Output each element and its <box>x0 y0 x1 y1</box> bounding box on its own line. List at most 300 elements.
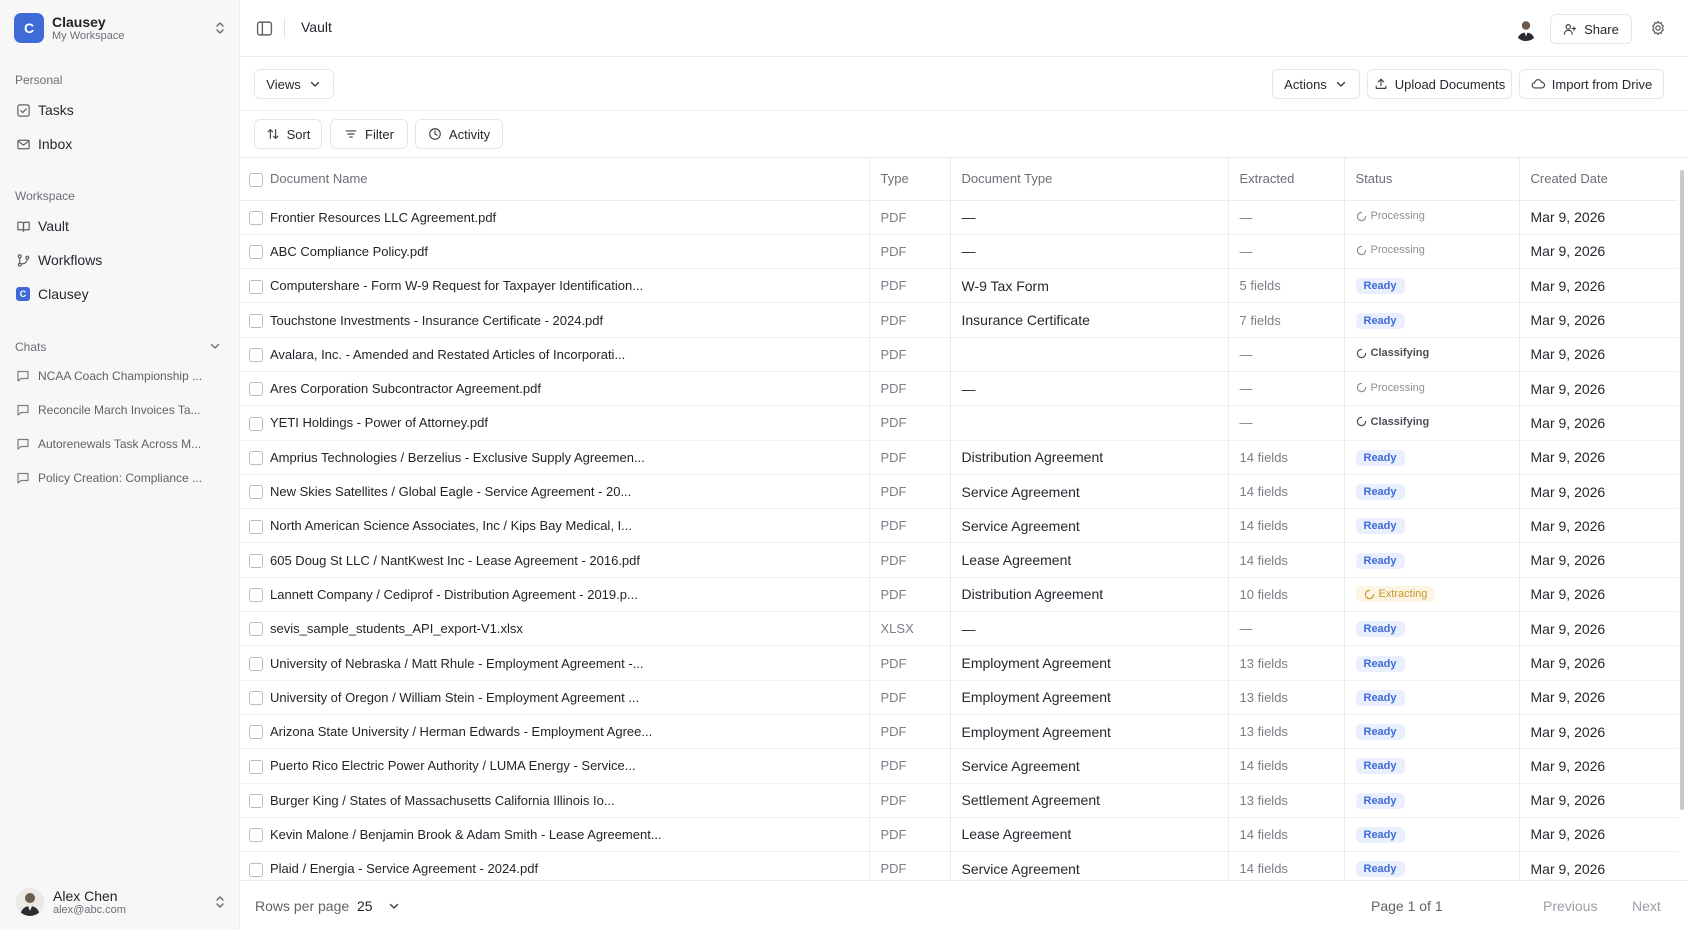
extracted-cell: 5 fields <box>1228 269 1344 303</box>
spinner-icon <box>1356 211 1367 222</box>
status-label: Classifying <box>1370 347 1430 360</box>
file-type-cell: PDF <box>869 577 950 611</box>
file-type-cell: PDF <box>869 817 950 851</box>
created-date-cell: Mar 9, 2026 <box>1519 440 1678 474</box>
chat-item[interactable] <box>10 396 228 424</box>
import-from-drive-button[interactable] <box>1519 69 1664 99</box>
file-type-cell: PDF <box>869 509 950 543</box>
status-cell <box>1344 337 1519 371</box>
document-type-cell: Settlement Agreement <box>950 783 1228 817</box>
document-type-cell: Distribution Agreement <box>950 440 1228 474</box>
row-select-cell <box>240 303 266 337</box>
filter-button[interactable] <box>330 119 408 149</box>
table-row[interactable] <box>240 612 1678 646</box>
status-label: Ready <box>1363 554 1397 567</box>
status-label: Ready <box>1363 691 1397 704</box>
status-cell <box>1344 714 1519 748</box>
row-select-cell <box>240 817 266 851</box>
rows-per-page-value: 25 <box>357 898 373 914</box>
spinner-icon <box>1356 416 1367 427</box>
document-name-cell[interactable]: Computershare - Form W-9 Request for Taxpayer Identification... <box>266 269 869 303</box>
table-row[interactable] <box>240 852 1678 880</box>
row-select-cell <box>240 783 266 817</box>
created-date-cell: Mar 9, 2026 <box>1519 406 1678 440</box>
status-cell <box>1344 303 1519 337</box>
status-badge-ready <box>1356 450 1405 466</box>
created-date-cell: Mar 9, 2026 <box>1519 680 1678 714</box>
share-button[interactable] <box>1550 14 1632 44</box>
workspace-section-label: Workspace <box>15 189 75 203</box>
status-badge-ready <box>1356 621 1405 637</box>
document-name-cell[interactable]: Lannett Company / Cediprof - Distribution Agreement - 2019.p... <box>266 577 869 611</box>
upload-documents-button[interactable] <box>1367 69 1512 99</box>
chat-item[interactable] <box>10 430 228 458</box>
page-info: Page 1 of 1 <box>1371 898 1443 914</box>
status-cell <box>1344 680 1519 714</box>
sort-button[interactable] <box>254 119 322 149</box>
status-cell <box>1344 817 1519 851</box>
status-cell <box>1344 474 1519 508</box>
table-row[interactable] <box>240 749 1678 783</box>
file-type-cell: PDF <box>869 337 950 371</box>
message-icon <box>16 403 30 417</box>
views-label: Views <box>266 76 301 92</box>
extracted-cell: — <box>1228 234 1344 268</box>
sidebar-item-label: Tasks <box>38 102 74 118</box>
file-type-cell: PDF <box>869 680 950 714</box>
rows-per-page-select[interactable] <box>347 891 405 921</box>
file-type-cell: PDF <box>869 852 950 880</box>
document-name-cell[interactable]: 605 Doug St LLC / NantKwest Inc - Lease Agreement - 2016.pdf <box>266 543 869 577</box>
document-type-cell <box>950 406 1228 440</box>
checkbox-icon <box>16 103 31 118</box>
status-label: Ready <box>1363 280 1397 293</box>
file-type-cell: PDF <box>869 269 950 303</box>
status-badge-ready <box>1356 484 1405 500</box>
document-name-cell[interactable]: University of Nebraska / Matt Rhule - Employment Agreement -... <box>266 646 869 680</box>
file-type-cell: PDF <box>869 543 950 577</box>
table-row[interactable] <box>240 234 1678 268</box>
status-badge-ready <box>1356 758 1405 774</box>
file-type-cell: PDF <box>869 474 950 508</box>
created-date-cell: Mar 9, 2026 <box>1519 234 1678 268</box>
created-date-cell: Mar 9, 2026 <box>1519 303 1678 337</box>
gear-icon[interactable] <box>1650 20 1666 36</box>
chevron-down-icon <box>1334 77 1348 91</box>
status-badge-ready <box>1356 827 1405 843</box>
chat-title: Autorenewals Task Across M... <box>38 437 202 451</box>
extracted-cell: — <box>1228 200 1344 234</box>
column-header-created-date[interactable]: Created Date <box>1519 158 1678 200</box>
chevron-down-icon <box>387 899 401 913</box>
avatar[interactable] <box>1514 17 1538 41</box>
upload-icon <box>1374 77 1388 91</box>
column-header-document-name[interactable]: Document Name <box>266 158 869 200</box>
created-date-cell: Mar 9, 2026 <box>1519 371 1678 405</box>
divider <box>284 18 285 38</box>
status-badge-processing <box>1356 244 1425 256</box>
sidebar-toggle-icon[interactable] <box>256 20 273 37</box>
table-row[interactable] <box>240 440 1678 474</box>
row-checkbox[interactable] <box>249 314 263 328</box>
status-badge-processing <box>1356 382 1425 394</box>
row-select-cell <box>240 234 266 268</box>
spinner-icon <box>1356 348 1367 359</box>
extracted-cell: 14 fields <box>1228 749 1344 783</box>
row-checkbox[interactable] <box>249 485 263 499</box>
documents-table-container <box>240 157 1688 880</box>
upload-label: Upload Documents <box>1394 76 1506 92</box>
status-cell <box>1344 371 1519 405</box>
status-label: Ready <box>1363 520 1397 533</box>
share-label: Share <box>1584 21 1619 37</box>
views-button[interactable] <box>254 69 334 99</box>
sidebar-item-label: Vault <box>38 218 69 234</box>
filter-label: Filter <box>365 126 394 142</box>
table-row[interactable] <box>240 474 1678 508</box>
status-badge-ready <box>1356 724 1405 740</box>
row-checkbox[interactable] <box>249 828 263 842</box>
document-type-cell: — <box>950 200 1228 234</box>
file-type-cell: PDF <box>869 714 950 748</box>
row-checkbox[interactable] <box>249 520 263 534</box>
row-checkbox[interactable] <box>249 863 263 877</box>
extracted-cell: 7 fields <box>1228 303 1344 337</box>
mail-icon <box>16 137 31 152</box>
chevron-down-icon <box>308 77 322 91</box>
user-name: Alex Chen <box>53 887 118 904</box>
status-badge-ready <box>1356 861 1405 877</box>
table-body <box>240 200 1678 880</box>
document-name-cell[interactable]: ABC Compliance Policy.pdf <box>266 234 869 268</box>
sidebar-item-label: Clausey <box>38 286 89 302</box>
document-type-cell: W-9 Tax Form <box>950 269 1228 303</box>
status-badge-ready <box>1356 793 1405 809</box>
document-name-cell[interactable]: Kevin Malone / Benjamin Brook & Adam Smith - Lease Agreement... <box>266 817 869 851</box>
status-badge-ready <box>1356 690 1405 706</box>
row-checkbox[interactable] <box>249 211 263 225</box>
select-all-checkbox[interactable] <box>249 173 263 187</box>
row-select-cell <box>240 680 266 714</box>
document-type-cell <box>950 337 1228 371</box>
table-row[interactable] <box>240 817 1678 851</box>
document-type-cell: Employment Agreement <box>950 646 1228 680</box>
row-checkbox[interactable] <box>249 588 263 602</box>
document-type-cell: — <box>950 234 1228 268</box>
extracted-cell: — <box>1228 406 1344 440</box>
status-label: Extracting <box>1378 588 1428 601</box>
row-checkbox[interactable] <box>249 657 263 671</box>
document-type-cell: Service Agreement <box>950 474 1228 508</box>
row-checkbox[interactable] <box>249 794 263 808</box>
status-cell <box>1344 749 1519 783</box>
document-type-cell: — <box>950 612 1228 646</box>
status-label: Ready <box>1363 828 1397 841</box>
extracted-cell: 14 fields <box>1228 440 1344 474</box>
row-select-cell <box>240 509 266 543</box>
row-checkbox[interactable] <box>249 691 263 705</box>
created-date-cell: Mar 9, 2026 <box>1519 852 1678 880</box>
document-name-cell[interactable]: Avalara, Inc. - Amended and Restated Articles of Incorporati... <box>266 337 869 371</box>
created-date-cell: Mar 9, 2026 <box>1519 714 1678 748</box>
document-type-cell: Insurance Certificate <box>950 303 1228 337</box>
document-name-cell[interactable]: Amprius Technologies / Berzelius - Exclusive Supply Agreemen... <box>266 440 869 474</box>
extracted-cell: 13 fields <box>1228 714 1344 748</box>
row-checkbox[interactable] <box>249 382 263 396</box>
table-row[interactable] <box>240 714 1678 748</box>
next-page-button[interactable]: Next <box>1632 898 1661 914</box>
status-label: Ready <box>1363 760 1397 773</box>
document-name-cell[interactable]: sevis_sample_students_API_export-V1.xlsx <box>266 612 869 646</box>
file-type-cell: PDF <box>869 440 950 474</box>
row-select-cell <box>240 612 266 646</box>
personal-section-label: Personal <box>15 73 63 87</box>
table-scrollbar[interactable] <box>1678 160 1686 880</box>
status-badge-classifying <box>1356 416 1430 428</box>
main-content <box>240 0 1688 930</box>
document-type-cell: Employment Agreement <box>950 680 1228 714</box>
document-name-cell[interactable]: University of Oregon / William Stein - Employment Agreement ... <box>266 680 869 714</box>
created-date-cell: Mar 9, 2026 <box>1519 269 1678 303</box>
row-checkbox[interactable] <box>249 760 263 774</box>
extracted-cell: 14 fields <box>1228 852 1344 880</box>
workspace-switcher[interactable] <box>14 12 228 44</box>
document-name-cell[interactable]: North American Science Associates, Inc / Kips Bay Medical, I... <box>266 509 869 543</box>
status-cell <box>1344 269 1519 303</box>
status-badge-processing <box>1356 210 1425 222</box>
document-name-cell[interactable]: Burger King / States of Massachusetts California Illinois Io... <box>266 783 869 817</box>
created-date-cell: Mar 9, 2026 <box>1519 612 1678 646</box>
status-cell <box>1344 543 1519 577</box>
table-row[interactable] <box>240 577 1678 611</box>
user-menu[interactable] <box>16 886 228 918</box>
spinner-icon <box>1356 245 1367 256</box>
actions-button[interactable] <box>1272 69 1360 99</box>
document-name-cell[interactable]: Touchstone Investments - Insurance Certificate - 2024.pdf <box>266 303 869 337</box>
top-bar <box>240 0 1688 57</box>
document-name-cell[interactable]: New Skies Satellites / Global Eagle - Service Agreement - 20... <box>266 474 869 508</box>
table-row[interactable] <box>240 680 1678 714</box>
status-label: Processing <box>1370 244 1425 257</box>
status-label: Ready <box>1363 451 1397 464</box>
extracted-cell: 14 fields <box>1228 509 1344 543</box>
document-type-cell: Service Agreement <box>950 509 1228 543</box>
table-row[interactable] <box>240 406 1678 440</box>
row-checkbox[interactable] <box>249 725 263 739</box>
sidebar-item-clausey[interactable] <box>10 280 228 308</box>
file-type-cell: PDF <box>869 646 950 680</box>
created-date-cell: Mar 9, 2026 <box>1519 474 1678 508</box>
status-label: Ready <box>1363 657 1397 670</box>
chat-item[interactable] <box>10 464 228 492</box>
book-icon <box>16 219 31 234</box>
sidebar-item-inbox[interactable] <box>10 130 228 158</box>
user-text <box>53 888 212 917</box>
column-header-extracted[interactable]: Extracted <box>1228 158 1344 200</box>
spinner-icon <box>1356 382 1367 393</box>
document-type-cell: Service Agreement <box>950 749 1228 783</box>
extracted-cell: — <box>1228 612 1344 646</box>
documents-table <box>240 158 1678 880</box>
table-row[interactable] <box>240 543 1678 577</box>
created-date-cell: Mar 9, 2026 <box>1519 817 1678 851</box>
extracted-cell: 14 fields <box>1228 543 1344 577</box>
table-row[interactable] <box>240 337 1678 371</box>
table-row[interactable] <box>240 303 1678 337</box>
extracted-cell: 13 fields <box>1228 783 1344 817</box>
spinner-icon <box>1364 589 1375 600</box>
row-checkbox[interactable] <box>249 280 263 294</box>
status-cell <box>1344 440 1519 474</box>
document-name-cell[interactable]: Ares Corporation Subcontractor Agreement.pdf <box>266 371 869 405</box>
file-type-cell: PDF <box>869 749 950 783</box>
sort-arrows-icon <box>266 127 280 141</box>
message-icon <box>16 471 30 485</box>
sidebar-item-label: Workflows <box>38 252 103 268</box>
previous-page-button[interactable]: Previous <box>1543 898 1598 914</box>
status-badge-ready <box>1356 656 1405 672</box>
row-checkbox[interactable] <box>249 554 263 568</box>
clausey-logo-icon: C <box>16 287 30 301</box>
rows-per-page-label: Rows per page <box>255 898 350 914</box>
file-type-cell: PDF <box>869 303 950 337</box>
created-date-cell: Mar 9, 2026 <box>1519 200 1678 234</box>
table-row[interactable] <box>240 269 1678 303</box>
chat-title: NCAA Coach Championship ... <box>38 369 203 383</box>
select-all-cell <box>240 158 266 200</box>
status-label: Classifying <box>1370 415 1430 428</box>
chat-item[interactable] <box>10 362 228 390</box>
row-select-cell <box>240 440 266 474</box>
chevron-down-icon[interactable] <box>208 339 222 353</box>
extracted-cell: 14 fields <box>1228 474 1344 508</box>
sidebar-item-vault[interactable] <box>10 212 228 240</box>
user-email: alex@abc.com <box>53 903 126 916</box>
row-checkbox[interactable] <box>249 417 263 431</box>
column-header-status[interactable]: Status <box>1344 158 1519 200</box>
file-type-cell: PDF <box>869 406 950 440</box>
table-row[interactable] <box>240 371 1678 405</box>
created-date-cell: Mar 9, 2026 <box>1519 749 1678 783</box>
file-type-cell: XLSX <box>869 612 950 646</box>
message-icon <box>16 437 30 451</box>
created-date-cell: Mar 9, 2026 <box>1519 509 1678 543</box>
row-select-cell <box>240 474 266 508</box>
table-row[interactable] <box>240 646 1678 680</box>
table-row[interactable] <box>240 509 1678 543</box>
sort-label: Sort <box>286 126 311 142</box>
workspace-subtitle: My Workspace <box>52 29 125 42</box>
status-badge-extracting <box>1356 586 1436 602</box>
row-select-cell <box>240 646 266 680</box>
row-select-cell <box>240 371 266 405</box>
extracted-cell: — <box>1228 371 1344 405</box>
sidebar-item-tasks[interactable] <box>10 96 228 124</box>
row-select-cell <box>240 406 266 440</box>
status-cell <box>1344 612 1519 646</box>
column-header-document-type[interactable]: Document Type <box>950 158 1228 200</box>
status-badge-ready <box>1356 278 1405 294</box>
workflow-icon <box>16 253 31 268</box>
row-checkbox[interactable] <box>249 348 263 362</box>
status-cell <box>1344 646 1519 680</box>
row-select-cell <box>240 269 266 303</box>
extracted-cell: 13 fields <box>1228 646 1344 680</box>
document-name-cell[interactable]: YETI Holdings - Power of Attorney.pdf <box>266 406 869 440</box>
row-checkbox[interactable] <box>249 622 263 636</box>
file-type-cell: PDF <box>869 200 950 234</box>
document-name-cell[interactable]: Frontier Resources LLC Agreement.pdf <box>266 200 869 234</box>
document-type-cell: Lease Agreement <box>950 543 1228 577</box>
sidebar <box>0 0 240 930</box>
status-badge-ready <box>1356 553 1405 569</box>
sidebar-item-label: Inbox <box>38 136 73 152</box>
row-select-cell <box>240 337 266 371</box>
status-badge-ready <box>1356 518 1405 534</box>
status-badge-classifying <box>1356 347 1430 359</box>
clock-icon <box>428 127 442 141</box>
document-type-cell: — <box>950 371 1228 405</box>
table-header-row <box>240 158 1678 200</box>
status-label: Processing <box>1370 381 1425 394</box>
pagination-footer <box>240 880 1688 930</box>
document-type-cell: Employment Agreement <box>950 714 1228 748</box>
activity-button[interactable] <box>415 119 503 149</box>
chat-title: Policy Creation: Compliance ... <box>38 471 203 485</box>
created-date-cell: Mar 9, 2026 <box>1519 337 1678 371</box>
person-avatar-icon <box>1514 17 1538 41</box>
status-cell <box>1344 783 1519 817</box>
status-cell <box>1344 577 1519 611</box>
row-select-cell <box>240 749 266 783</box>
message-icon <box>16 369 30 383</box>
status-label: Processing <box>1370 210 1425 223</box>
workspace-name: Clausey <box>52 13 106 30</box>
row-select-cell <box>240 200 266 234</box>
extracted-cell: 14 fields <box>1228 817 1344 851</box>
actions-label: Actions <box>1284 76 1327 92</box>
row-checkbox[interactable] <box>249 451 263 465</box>
extracted-cell: 10 fields <box>1228 577 1344 611</box>
filter-lines-icon <box>344 127 358 141</box>
status-cell <box>1344 852 1519 880</box>
share-user-icon <box>1563 22 1577 36</box>
avatar <box>16 888 44 916</box>
status-label: Ready <box>1363 794 1397 807</box>
document-name-cell[interactable]: Puerto Rico Electric Power Authority / LUMA Energy - Service... <box>266 749 869 783</box>
cloud-icon <box>1531 77 1545 91</box>
column-header-type[interactable]: Type <box>869 158 950 200</box>
extracted-cell: 13 fields <box>1228 680 1344 714</box>
person-avatar-icon <box>16 888 44 916</box>
document-name-cell[interactable]: Plaid / Energia - Service Agreement - 2024.pdf <box>266 852 869 880</box>
sidebar-item-workflows[interactable] <box>10 246 228 274</box>
scrollbar-thumb[interactable] <box>1680 170 1684 810</box>
table-row[interactable] <box>240 783 1678 817</box>
file-type-cell: PDF <box>869 234 950 268</box>
created-date-cell: Mar 9, 2026 <box>1519 577 1678 611</box>
chevrons-up-down-icon <box>212 18 228 38</box>
status-label: Ready <box>1363 314 1397 327</box>
activity-label: Activity <box>448 126 491 142</box>
row-checkbox[interactable] <box>249 245 263 259</box>
table-row[interactable] <box>240 200 1678 234</box>
row-select-cell <box>240 577 266 611</box>
status-badge-ready <box>1356 313 1405 329</box>
document-type-cell: Distribution Agreement <box>950 577 1228 611</box>
status-label: Ready <box>1363 486 1397 499</box>
document-name-cell[interactable]: Arizona State University / Herman Edwards - Employment Agree... <box>266 714 869 748</box>
